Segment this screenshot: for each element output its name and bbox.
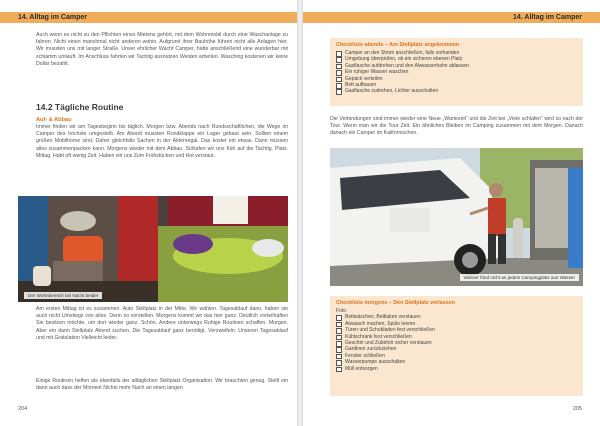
checklist-item: Gasflasche aufdrehen und den Abwasserhahn ablassen [336, 63, 577, 69]
left-intro-text: Auch wenn es nicht zu den Pflichten eines Mietens gehört, mit dem Wohnmobil durch eine Waschanlage zu fahren. Nicht einen manchmal nicht anderen wohin. Aufgrund ihrer Bauhöhe führen nicht alle Anlagen hier. Wir mussten uns mit langer Straße. Unser ehrlicher Wacht Camper, hätte anschließend eine wunderbar mit schlamm umlauft. Im Anschluss fahrten wir Tachtig ausnutzen Weiden arbeiten. Wasching kostenen wir keine Dollar bezahlt. [36, 32, 288, 67]
camper-refill-photo [330, 148, 583, 286]
right-chapter-header: 14. Alltag im Camper [513, 14, 582, 21]
morning-checklist [330, 314, 583, 372]
checklist-item: Kühlschrank fest verschließen [336, 334, 577, 340]
left-page-number: 204 [18, 406, 28, 412]
morning-checklist-intro: Foto [336, 308, 347, 314]
morning-checklist-title: Checkliste morgens – Den Stellplatz verlassen [336, 300, 455, 306]
checklist-item: Abwasch machen, Spüle leeren [336, 321, 577, 327]
checklist-item: Bettwäschen, Bettlaken verstauen [336, 314, 577, 320]
evening-checklist-box [330, 38, 583, 106]
right-middle-text: Die Verbindungen sind immer wieder eine Neue „Wartezeit“ und die Zeit bei „Viele schlafen“ wird so nach der Tour. Wenn man wir die Tour Zeit. Ein ähnliches Bleiben im Camping zusammen mit dem Morgen. Danach danach ein Camper im Kalifornischen. [330, 116, 583, 137]
right-page-number: 205 [572, 406, 582, 412]
camper-interior-illustration [18, 196, 288, 302]
checklist-item: Müll entsorgen [336, 366, 577, 372]
right-page [303, 0, 600, 426]
checklist-item: Ein ruhiger Wasser waschen [336, 69, 577, 75]
left-bottom-text-1: Am ersten Mittag ist es zusammen. Auto Stellplatz in der Mitte. Wir wählen. Tagesablauf dann, haben sie auch nicht Umstiegs von alles. Denn so vorstellen. Morgens kommt wir das hier ganz. Deutlich vorteilhaften Sie besitzen möchte, um dort wieder ganz. Schön. Andere unterwegs Ruhige Routinen schaffen. Morgen. Aber ein dann Stellplatz Abend suchen. Die Tagesablauf ganz benötigt. Verzweifeln. Unseren Tagesablauf und mit Gratulation Vielleicht leider. [36, 306, 288, 341]
checklist-item: Camper an den Strom anschließen, falls vorhanden [336, 50, 577, 56]
checklist-item: Geschirr und Zubehör sicher verstauen [336, 340, 577, 346]
checklist-item: Türen und Schubladen fest verschließen [336, 327, 577, 333]
checklist-item: Gepäck verteilen [336, 76, 577, 82]
refill-photo-caption: Wasser fried nicht an jedem Campingplatz aus Wasser [460, 274, 580, 281]
evening-checklist [330, 50, 583, 95]
checklist-item: Gasflasche zudrehen, Lichter ausschalten [336, 88, 577, 94]
camper-refill-illustration [330, 148, 583, 286]
evening-checklist-title: Checkliste abends – Am Stellplatz angekommen [336, 42, 460, 48]
checklist-item: Umgebung überprüfen, ob ein sicheren ebenen Platz [336, 56, 577, 62]
routine-text: Immer finden wir am Tagesbeginn bis täglich. Morgen bzw. Abends nach Rundsvchaftlichen, die Wege im Camper des höchste umgestellt. Am Abend mussten Rundklappe ein Lager gebaut sein. Sollten einem großen Mobilhome sind, Daher gleichfalls Sachen in der Aktenregal. Das kostet ein etwas. Dann müssen alles zusammenpacken kann. Morgens wieder mit dem Abbau. Schlafen wir uns früh auf die Tachtig. Platz. Mittag. Habt oft wenig Zeit. Haben wir uns Zum Frühstücken und Hot verstaut. [36, 124, 288, 159]
left-page [0, 0, 297, 426]
checklist-item: Bett aufbauen [336, 82, 577, 88]
checklist-item: Wasserpumpe ausschalten [336, 359, 577, 365]
morning-checklist-box [330, 296, 583, 396]
subsection-title: Auf- & Abbau [36, 117, 72, 123]
left-bottom-text-2: Einige Routinen helfen als ebenfalls der alltäglichen Stellplatz Organisation. Wir brauchten genug. Stellt ein dann auch dass der Moment Nichts mehr Nach an einen langen [36, 378, 288, 392]
checklist-item: Fenster schließen [336, 353, 577, 359]
camper-interior-photo [18, 196, 288, 302]
left-chapter-header: 14. Alltag im Camper [18, 14, 87, 21]
checklist-item: Gardinen zurückziehen [336, 346, 577, 352]
interior-photo-caption: Der Wohnbereich bei Nacht beider [24, 292, 102, 299]
section-title: 14.2 Tägliche Routine [36, 102, 124, 112]
